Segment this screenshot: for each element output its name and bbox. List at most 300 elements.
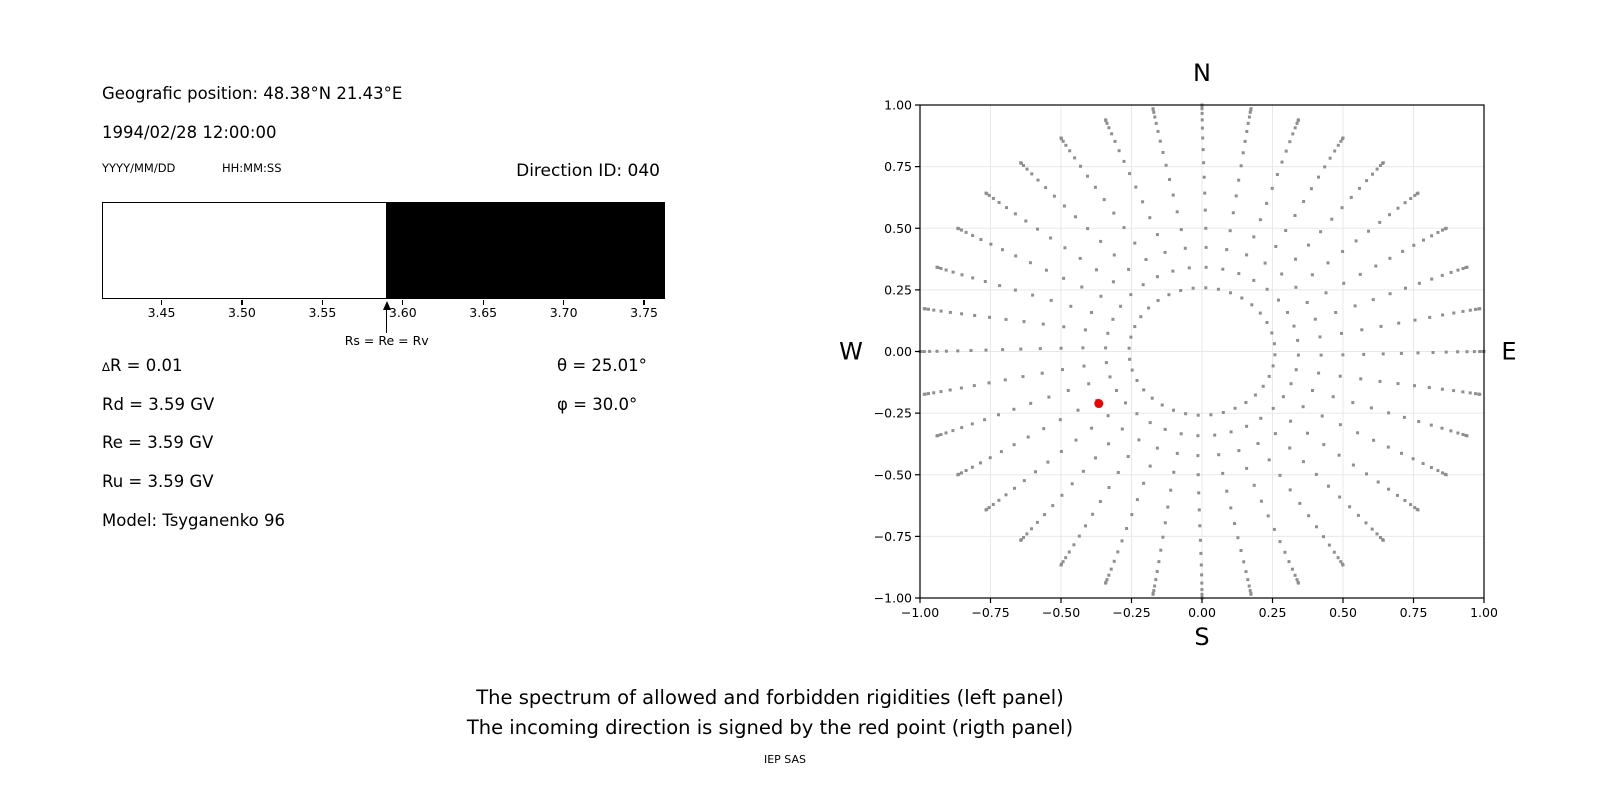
direction-grid-marker xyxy=(1131,369,1134,372)
direction-grid-marker xyxy=(1136,379,1139,382)
direction-grid-marker xyxy=(1204,209,1207,212)
direction-grid-marker xyxy=(1430,424,1433,427)
direction-grid-marker xyxy=(1221,472,1224,475)
direction-grid-marker xyxy=(985,349,988,352)
direction-grid-marker xyxy=(1036,521,1039,524)
direction-grid-marker xyxy=(960,387,963,390)
direction-grid-marker xyxy=(1244,401,1247,404)
direction-grid-marker xyxy=(1090,427,1093,430)
direction-grid-marker xyxy=(1112,212,1115,215)
direction-grid-marker xyxy=(1322,535,1325,538)
direction-grid-marker xyxy=(1117,471,1120,474)
direction-grid-marker xyxy=(936,350,939,353)
direction-grid-marker xyxy=(1253,484,1256,487)
direction-grid-marker xyxy=(1382,161,1385,164)
direction-grid-marker xyxy=(932,309,935,312)
compass-label-north: N xyxy=(1193,59,1211,87)
direction-grid-marker xyxy=(1351,401,1354,404)
direction-grid-marker xyxy=(1046,461,1049,464)
direction-grid-marker xyxy=(1184,247,1187,250)
direction-grid-marker xyxy=(1161,404,1164,407)
direction-grid-marker xyxy=(1240,549,1243,552)
direction-grid-marker xyxy=(1019,539,1022,542)
direction-grid-marker xyxy=(1001,248,1004,251)
direction-grid-marker xyxy=(940,390,943,393)
direction-grid-marker xyxy=(992,503,995,506)
direction-grid-marker xyxy=(998,201,1001,204)
direction-grid-marker xyxy=(1317,176,1320,179)
direction-grid-marker xyxy=(1413,384,1416,387)
x-axis-tick-label: 1.00 xyxy=(1470,605,1498,620)
direction-grid-marker xyxy=(1217,453,1220,456)
direction-grid-marker xyxy=(1155,122,1158,125)
direction-grid-marker xyxy=(928,350,931,353)
rigidity-axis-tick-label: 3.50 xyxy=(228,305,256,320)
direction-grid-marker xyxy=(1137,438,1140,441)
direction-grid-marker xyxy=(1113,254,1116,257)
direction-grid-marker xyxy=(1106,578,1109,581)
direction-grid-marker xyxy=(1139,315,1142,318)
direction-grid-marker xyxy=(1172,471,1175,474)
direction-grid-marker xyxy=(1268,458,1271,461)
direction-grid-marker xyxy=(923,393,926,396)
direction-grid-marker xyxy=(1279,540,1282,543)
direction-grid-marker xyxy=(1152,593,1155,596)
model-label: Model: Tsyganenko 96 xyxy=(102,511,286,530)
direction-grid-marker xyxy=(1078,535,1081,538)
direction-grid-marker xyxy=(1167,293,1170,296)
direction-grid-marker xyxy=(1276,173,1279,176)
direction-grid-marker xyxy=(973,384,976,387)
direction-grid-marker xyxy=(940,267,943,270)
direction-grid-marker xyxy=(1311,273,1314,276)
direction-grid-marker xyxy=(1417,420,1420,423)
direction-grid-marker xyxy=(1069,305,1072,308)
direction-grid-marker xyxy=(984,280,987,283)
direction-grid-marker xyxy=(1291,132,1294,135)
direction-grid-marker xyxy=(1354,304,1357,307)
direction-grid-marker xyxy=(1389,292,1392,295)
direction-grid-marker xyxy=(1060,137,1063,140)
direction-grid-marker xyxy=(1315,525,1318,528)
direction-grid-marker xyxy=(1466,350,1469,353)
direction-grid-marker xyxy=(1229,229,1232,232)
direction-grid-marker xyxy=(1145,258,1148,261)
direction-grid-marker xyxy=(1029,261,1032,264)
ru-label: Ru = 3.59 GV xyxy=(102,472,214,491)
direction-grid-marker xyxy=(1409,503,1412,506)
direction-grid-marker xyxy=(1068,551,1071,554)
boundary-arrow-shaft xyxy=(386,309,387,333)
direction-grid-marker xyxy=(997,499,1000,502)
direction-grid-marker xyxy=(1124,401,1127,404)
time-format-label: HH:MM:SS xyxy=(222,161,282,175)
direction-grid-marker xyxy=(956,227,959,230)
direction-grid-marker xyxy=(1099,240,1102,243)
direction-grid-marker xyxy=(1107,126,1110,129)
direction-grid-marker xyxy=(1176,452,1179,455)
direction-grid-marker xyxy=(1180,432,1183,435)
direction-grid-marker xyxy=(1441,388,1444,391)
direction-grid-marker xyxy=(1036,228,1039,231)
direction-grid-marker xyxy=(936,434,939,437)
direction-plot xyxy=(820,40,1560,665)
direction-grid-marker xyxy=(1234,407,1237,410)
direction-grid-marker xyxy=(1162,151,1165,154)
direction-grid-marker xyxy=(1319,335,1322,338)
direction-grid-marker xyxy=(1142,283,1145,286)
direction-grid-marker xyxy=(1259,417,1262,420)
direction-grid-marker xyxy=(989,243,992,246)
direction-grid-marker xyxy=(1452,389,1455,392)
direction-grid-marker xyxy=(1250,107,1253,110)
direction-grid-marker xyxy=(1152,589,1155,592)
direction-grid-marker xyxy=(1107,574,1110,577)
direction-grid-marker xyxy=(1325,291,1328,294)
direction-grid-marker xyxy=(1378,221,1381,224)
direction-grid-marker xyxy=(1288,560,1291,563)
direction-grid-marker xyxy=(1147,307,1150,310)
direction-grid-marker xyxy=(1029,402,1032,405)
direction-grid-marker xyxy=(1319,230,1322,233)
direction-grid-marker xyxy=(1019,161,1022,164)
direction-grid-marker xyxy=(1153,585,1156,588)
direction-grid-marker xyxy=(965,231,968,234)
direction-grid-marker xyxy=(1430,466,1433,469)
direction-grid-marker xyxy=(1327,261,1330,264)
direction-grid-marker xyxy=(1106,332,1109,335)
direction-grid-marker xyxy=(1156,275,1159,278)
direction-grid-marker xyxy=(951,429,954,432)
direction-grid-marker xyxy=(1248,116,1251,119)
direction-grid-marker xyxy=(1090,311,1093,314)
direction-grid-marker xyxy=(1114,140,1117,143)
direction-grid-marker xyxy=(1249,111,1252,114)
direction-grid-marker xyxy=(985,508,988,511)
x-axis-tick-label: 0.50 xyxy=(1329,605,1357,620)
direction-grid-marker xyxy=(1291,568,1294,571)
direction-grid-marker xyxy=(1221,268,1224,271)
direction-grid-marker xyxy=(1201,127,1204,130)
direction-grid-marker xyxy=(1478,350,1481,353)
direction-grid-marker xyxy=(1474,392,1477,395)
direction-grid-marker xyxy=(1414,319,1417,322)
direction-grid-marker xyxy=(1333,150,1336,153)
x-axis-tick-label: −1.00 xyxy=(900,605,940,620)
direction-grid-marker xyxy=(1323,165,1326,168)
rigidity-spectrum-bar xyxy=(102,202,665,299)
rigidity-axis-tick-label: 3.75 xyxy=(630,305,658,320)
direction-grid-marker xyxy=(1397,322,1400,325)
direction-grid-marker xyxy=(1197,491,1200,494)
direction-grid-marker xyxy=(1198,508,1201,511)
direction-grid-marker xyxy=(1064,144,1067,147)
direction-grid-marker xyxy=(1247,122,1250,125)
y-axis-tick-label: −0.75 xyxy=(873,528,912,544)
direction-grid-marker xyxy=(1267,514,1270,517)
direction-grid-marker xyxy=(1452,312,1455,315)
direction-grid-marker xyxy=(1051,504,1054,507)
direction-grid-marker xyxy=(1136,498,1139,501)
direction-grid-marker xyxy=(1250,303,1253,306)
direction-grid-marker xyxy=(1462,267,1465,270)
direction-grid-marker xyxy=(1259,218,1262,221)
direction-grid-marker xyxy=(960,312,963,315)
direction-grid-marker xyxy=(1380,325,1383,328)
direction-grid-marker xyxy=(1266,288,1269,291)
direction-grid-marker xyxy=(1077,409,1080,412)
direction-grid-marker xyxy=(1330,218,1333,221)
direction-grid-marker xyxy=(1113,560,1116,563)
direction-grid-marker xyxy=(1203,176,1206,179)
direction-grid-marker xyxy=(1229,506,1232,509)
direction-grid-marker xyxy=(1441,471,1444,474)
forbidden-region xyxy=(386,203,664,298)
direction-grid-marker xyxy=(1400,352,1403,355)
direction-grid-marker xyxy=(1061,368,1064,371)
re-label: Re = 3.59 GV xyxy=(102,433,214,452)
direction-grid-marker xyxy=(1430,278,1433,281)
direction-grid-marker xyxy=(1004,378,1007,381)
direction-grid-marker xyxy=(1441,274,1444,277)
direction-grid-marker xyxy=(960,229,963,232)
direction-grid-marker xyxy=(1338,454,1341,457)
direction-grid-marker xyxy=(1014,212,1017,215)
direction-grid-marker xyxy=(1279,474,1282,477)
direction-grid-marker xyxy=(1400,452,1403,455)
direction-grid-marker xyxy=(1296,339,1299,342)
direction-grid-marker xyxy=(1104,118,1107,121)
direction-grid-marker xyxy=(1307,514,1310,517)
direction-grid-marker xyxy=(1107,414,1110,417)
direction-grid-marker xyxy=(1166,506,1169,509)
direction-grid-marker xyxy=(1152,107,1155,110)
direction-grid-marker xyxy=(1023,320,1026,323)
direction-grid-marker xyxy=(1237,272,1240,275)
direction-grid-marker xyxy=(971,422,974,425)
direction-grid-marker xyxy=(1164,428,1167,431)
direction-grid-marker xyxy=(1289,488,1292,491)
direction-grid-marker xyxy=(1103,198,1106,201)
direction-grid-marker xyxy=(1171,270,1174,273)
direction-grid-marker xyxy=(1205,266,1208,269)
direction-grid-marker xyxy=(965,469,968,472)
direction-grid-marker xyxy=(1387,488,1390,491)
direction-grid-marker xyxy=(1068,149,1071,152)
direction-grid-marker xyxy=(1130,513,1133,516)
direction-grid-marker xyxy=(1005,493,1008,496)
direction-grid-marker xyxy=(1197,473,1200,476)
direction-grid-marker xyxy=(1288,447,1291,450)
y-axis-tick-label: −1.00 xyxy=(873,590,912,606)
direction-grid-marker xyxy=(1320,354,1323,357)
direction-grid-marker xyxy=(1164,251,1167,254)
direction-grid-marker xyxy=(1294,286,1297,289)
direction-grid-marker xyxy=(1142,482,1145,485)
direction-grid-marker xyxy=(1204,227,1207,230)
x-axis-tick-label: 0.25 xyxy=(1258,605,1287,620)
direction-grid-marker xyxy=(1060,347,1063,350)
direction-grid-marker xyxy=(1119,305,1122,308)
direction-grid-marker xyxy=(971,276,974,279)
direction-grid-marker xyxy=(1106,122,1109,125)
direction-grid-marker xyxy=(1087,382,1090,385)
direction-grid-marker xyxy=(1358,187,1361,190)
direction-grid-marker xyxy=(1337,144,1340,147)
direction-grid-marker xyxy=(1080,286,1083,289)
direction-grid-marker xyxy=(1422,239,1425,242)
direction-grid-marker xyxy=(1005,318,1008,321)
direction-grid-marker xyxy=(1254,394,1257,397)
direction-grid-marker xyxy=(1233,522,1236,525)
direction-grid-marker xyxy=(1237,449,1240,452)
direction-grid-marker xyxy=(1466,266,1469,269)
direction-grid-marker xyxy=(1382,352,1385,355)
direction-grid-marker xyxy=(1184,412,1187,415)
direction-grid-marker xyxy=(1153,116,1156,119)
direction-grid-marker xyxy=(1235,194,1238,197)
direction-grid-marker xyxy=(1157,130,1160,133)
direction-grid-marker xyxy=(1013,443,1016,446)
direction-grid-marker xyxy=(1478,393,1481,396)
direction-grid-marker xyxy=(1225,490,1228,493)
direction-grid-marker xyxy=(1428,316,1431,319)
compass-label-east: E xyxy=(1501,337,1517,366)
direction-grid-marker xyxy=(1397,207,1400,210)
direction-grid-marker xyxy=(949,311,952,314)
direction-grid-marker xyxy=(1095,268,1098,271)
direction-grid-marker xyxy=(1284,229,1287,232)
direction-grid-marker xyxy=(1387,411,1390,414)
direction-grid-marker xyxy=(1094,186,1097,189)
direction-grid-marker xyxy=(1161,536,1164,539)
direction-grid-marker xyxy=(1262,385,1265,388)
direction-grid-marker xyxy=(1359,377,1362,380)
direction-grid-marker xyxy=(1339,423,1342,426)
direction-grid-marker xyxy=(1294,258,1297,261)
direction-grid-marker xyxy=(1229,291,1232,294)
caption-line-1: The spectrum of allowed and forbidden rigidities (left panel) xyxy=(476,686,1064,709)
direction-grid-marker xyxy=(1200,582,1203,585)
direction-grid-marker xyxy=(1159,549,1162,552)
direction-grid-marker xyxy=(1023,479,1026,482)
direction-grid-marker xyxy=(1019,348,1022,351)
rigidity-axis-tick-label: 3.65 xyxy=(469,305,498,320)
direction-grid-marker xyxy=(1201,137,1204,140)
direction-grid-marker xyxy=(1107,442,1110,445)
direction-grid-marker xyxy=(945,431,948,434)
direction-grid-marker xyxy=(1204,286,1207,289)
direction-grid-marker xyxy=(1049,237,1052,240)
direction-grid-marker xyxy=(1352,464,1355,467)
y-axis-tick-label: 1.00 xyxy=(884,97,912,113)
direction-grid-marker xyxy=(1071,482,1074,485)
direction-grid-marker xyxy=(923,350,926,353)
rigidity-axis-tick-label: 3.60 xyxy=(388,305,417,320)
direction-grid-marker xyxy=(1027,436,1030,439)
direction-grid-marker xyxy=(1188,266,1191,269)
direction-grid-marker xyxy=(1469,391,1472,394)
direction-grid-marker xyxy=(1342,564,1345,567)
direction-grid-marker xyxy=(1014,254,1017,257)
direction-grid-marker xyxy=(1293,325,1296,328)
direction-grid-marker xyxy=(1026,168,1029,171)
direction-grid-marker xyxy=(1201,112,1204,115)
direction-grid-marker xyxy=(1062,325,1065,328)
direction-grid-marker xyxy=(1024,220,1027,223)
y-axis-tick-label: −0.50 xyxy=(873,467,912,483)
delta-r-value: R = 0.01 xyxy=(109,356,183,375)
caption-line-2: The incoming direction is signed by the red point (rigth panel) xyxy=(466,716,1074,739)
direction-grid-marker xyxy=(1377,481,1380,484)
direction-grid-marker xyxy=(927,392,930,395)
direction-grid-marker xyxy=(1105,361,1108,364)
direction-grid-marker xyxy=(1321,415,1324,418)
direction-grid-marker xyxy=(1329,157,1332,160)
direction-grid-marker xyxy=(1277,299,1280,302)
direction-grid-marker xyxy=(1025,532,1028,535)
direction-grid-marker xyxy=(1337,556,1340,559)
direction-grid-marker xyxy=(1030,527,1033,530)
direction-grid-marker xyxy=(1379,380,1382,383)
direction-grid-marker xyxy=(1168,178,1171,181)
direction-grid-marker xyxy=(983,418,986,421)
direction-grid-marker xyxy=(1000,450,1003,453)
direction-grid-marker xyxy=(1112,280,1115,283)
direction-grid-marker xyxy=(1111,318,1114,321)
direction-grid-marker xyxy=(1084,328,1087,331)
direction-grid-marker xyxy=(1428,386,1431,389)
direction-grid-marker xyxy=(1164,521,1167,524)
boundary-annotation: Rs = Re = Rv xyxy=(344,333,429,348)
direction-grid-marker xyxy=(1473,350,1476,353)
direction-grid-marker xyxy=(1281,161,1284,164)
direction-grid-marker xyxy=(1156,447,1159,450)
direction-grid-marker xyxy=(992,197,995,200)
direction-grid-marker xyxy=(1417,192,1420,195)
direction-grid-marker xyxy=(1436,469,1439,472)
direction-grid-marker xyxy=(1172,194,1175,197)
direction-grid-marker xyxy=(923,307,926,310)
direction-grid-marker xyxy=(1159,140,1162,143)
direction-grid-marker xyxy=(988,316,991,319)
direction-grid-marker xyxy=(1297,118,1300,121)
direction-grid-marker xyxy=(1248,585,1251,588)
direction-grid-marker xyxy=(1042,427,1045,430)
x-axis-tick-label: −0.25 xyxy=(1112,605,1151,620)
direction-grid-marker xyxy=(1079,257,1082,260)
y-axis-tick-label: 0.75 xyxy=(884,159,912,175)
rigidity-axis-tick-label: 3.55 xyxy=(308,305,337,320)
direction-grid-marker xyxy=(1445,227,1448,230)
direction-grid-marker xyxy=(1242,151,1245,154)
theta-label: θ = 25.01° xyxy=(557,356,647,375)
direction-grid-marker xyxy=(1341,206,1344,209)
direction-grid-marker xyxy=(1086,175,1089,178)
direction-id-label: Direction ID: 040 xyxy=(516,161,660,181)
direction-grid-marker xyxy=(1339,375,1342,378)
direction-grid-marker xyxy=(1441,229,1444,232)
direction-grid-marker xyxy=(1340,332,1343,335)
direction-grid-marker xyxy=(1359,273,1362,276)
direction-grid-marker xyxy=(1110,132,1113,135)
direction-grid-marker xyxy=(1240,164,1243,167)
direction-grid-marker xyxy=(1274,432,1277,435)
direction-grid-marker xyxy=(1355,239,1358,242)
direction-grid-marker xyxy=(1198,524,1201,527)
direction-grid-marker xyxy=(1365,472,1368,475)
direction-grid-marker xyxy=(1401,250,1404,253)
